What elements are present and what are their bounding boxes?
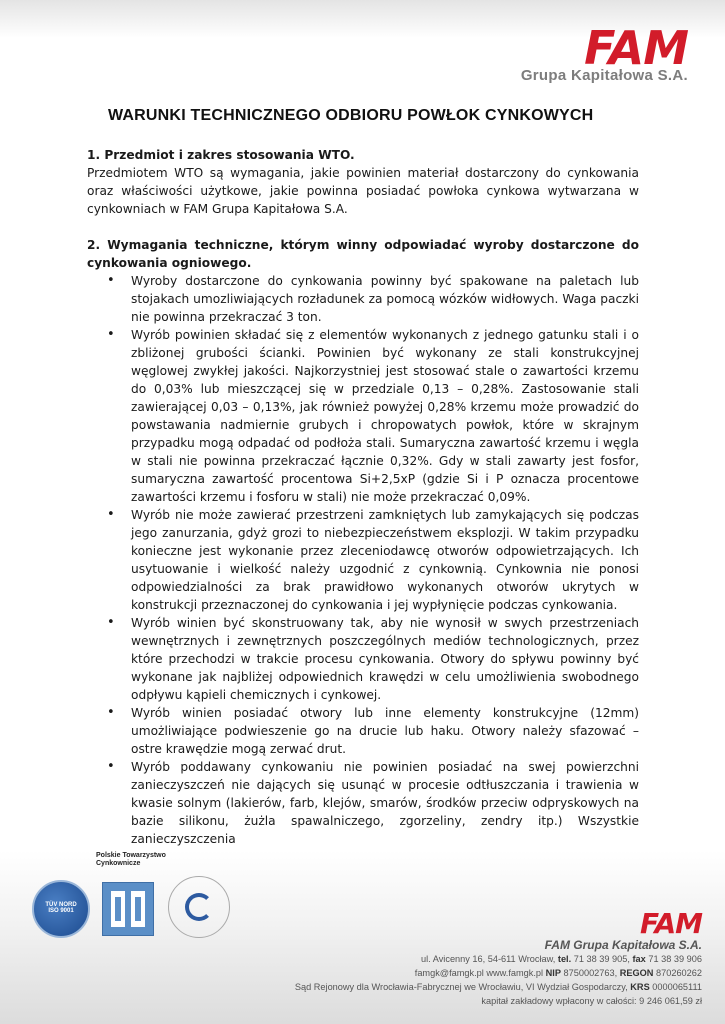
- bullet-icon: •: [107, 327, 115, 342]
- bullet-icon: •: [107, 615, 115, 630]
- footer-nip: 8750002763,: [563, 968, 618, 978]
- footer-court: Sąd Rejonowy dla Wrocławia-Fabrycznej we Wrocławiu, VI Wydział Gospodarczy,: [294, 982, 628, 992]
- list-item-text: Wyrób poddawany cynkowaniu nie powinien posiadać na swej powierzchni zanieczyszczeń nie dających się usunąć w procesie odtłuszczania i trawienia w kwasie solnym (lakierów, farb, klejów, smarów, środków przeciw odpryskowych na bazie silikonu, żużla spawalniczego, zgorzeliny, zendry itp.) Wszystkie zanieczyszczenia: [131, 760, 639, 846]
- footer-tel: 71 38 39 905,: [573, 954, 630, 964]
- footer-tel-label: tel.: [557, 954, 572, 964]
- list-item: [87, 506, 639, 614]
- pik-seal: [168, 876, 230, 938]
- list-item: [87, 326, 639, 506]
- list-item-text: Wyrób nie może zawierać przestrzeni zamkniętych lub zamykających się podczas jego zanurzania, gdyż grozi to niebezpieczeństwem eksplozji. W takim przypadku konieczne jest wykonanie przez zleceniodawcę otworów odpowietrzających. Ich usytuowanie i wielkość należy uzgodnić z cynkownią. Cynkownia nie ponosi odpowiedzialności za brak prawidłowo wykonanych otworów ukrytych w konstrukcji przeznaczonej do cynkowania i jej wypłynięcie podczas cynkowania.: [131, 508, 639, 612]
- bullet-icon: •: [107, 759, 115, 774]
- footer-krs: 0000065111: [652, 982, 702, 992]
- footer-contact-line: [222, 966, 702, 980]
- ptc-label: Polskie Towarzystwo Cynkownicze: [96, 852, 166, 867]
- document-body: [87, 146, 639, 848]
- footer-address: ul. Avicenny 16, 54-611 Wrocław,: [421, 954, 556, 964]
- bullet-icon: •: [107, 705, 115, 720]
- list-item: [87, 272, 639, 326]
- footer-logo-mark: FAM: [639, 907, 702, 940]
- pik-arc-icon: [185, 893, 213, 921]
- bullet-icon: •: [107, 507, 115, 522]
- spacer: [87, 218, 639, 236]
- document-title: WARUNKI TECHNICZNEGO ODBIORU POWŁOK CYNKOWYCH: [108, 107, 594, 124]
- tuv-label: [40, 902, 82, 914]
- list-item-text: Wyroby dostarczone do cynkowania powinny być spakowane na paletach lub stojakach umozliwiających rozładunek za pomocą wózków widłowych. Waga paczki nie powinna przekraczać 3 ton.: [131, 274, 639, 324]
- certification-logos: [32, 848, 232, 940]
- tuv-iso: ISO 9001: [48, 908, 74, 914]
- section2-heading: 2. Wymagania techniczne, którym winny odpowiadać wyroby dostarczone do cynkowania ogniowego.: [87, 238, 639, 270]
- fam-logo-subtitle: Grupa Kapitałowa S.A.: [520, 67, 688, 84]
- footer-krs-label: KRS: [630, 982, 650, 992]
- tuv-name: TÜV NORD: [45, 902, 77, 908]
- footer-fax-label: fax: [632, 954, 646, 964]
- list-item: [87, 614, 639, 704]
- footer-regon-label: REGON: [619, 968, 654, 978]
- section1-text: Przedmiotem WTO są wymagania, jakie powinien materiał dostarczony do cynkowania oraz właściwości użytkowe, jakie powinna posiadać powłoka cynkowa wytwarzana w cynkowniach w FAM Grupa Kapitałowa S.A.: [87, 166, 639, 216]
- section1-heading: 1. Przedmiot i zakres stosowania WTO.: [87, 148, 355, 162]
- footer-capital-line: kapitał zakładowy wpłacony w całości: 9 246 061,59 zł: [481, 996, 702, 1006]
- footer-court-line: [222, 980, 702, 994]
- footer-contact-web[interactable]: famgk@famgk.pl www.famgk.pl: [414, 968, 544, 978]
- ptc-logo: [102, 882, 154, 936]
- requirements-list: [87, 272, 639, 848]
- ptc-bar: [135, 897, 141, 921]
- footer-address-line: [222, 952, 702, 966]
- footer-regon: 870260262: [656, 968, 702, 978]
- footer-nip-label: NIP: [545, 968, 561, 978]
- list-item: [87, 758, 639, 848]
- bullet-icon: •: [107, 273, 115, 288]
- tuv-nord-seal: [32, 880, 90, 938]
- list-item: [87, 704, 639, 758]
- footer: [222, 907, 702, 1008]
- list-item-text: Wyrób winien posiadać otwory lub inne elementy konstrukcyjne (12mm) umożliwiające podwieszenie go na drucie lub haku. Otwory należy sfazować – ostre krawędzie mogą zerwać drut.: [131, 706, 639, 756]
- list-item-text: Wyrób powinien składać się z elementów wykonanych z jednego gatunku stali i o zbliżonej grubości ścianki. Powinien być wykonany ze stali konstrukcyjnej węglowej zwykłej jakości. Najkorzystniej jest stosować stale o zawartości krzemu do 0,03% lub mieszczącej się w przedziale 0,13 – 0,28%. Zastosowanie stali zawierającej 0,03 – 0,13%, jak również powyżej 0,28% krzemu może prowadzić do powstawania nadmiernie grubych i chropowatych powłok, które w skrajnym przypadku mogą odpadać od podłoża stali. Sumaryczna zawartość krzemu i węgla w stali nie powinna przekraczać łącznie 0,32%. Gdy w stali zawarty jest fosfor, sumaryczna zawartość procentowa Si+2,5xP (gdzie Si i P oznacza procentowe zawartości krzemu i fosforu w stali) nie może przekraczać 0,09%.: [131, 328, 639, 504]
- header-logo: [498, 21, 688, 84]
- footer-fax: 71 38 39 906: [648, 954, 702, 964]
- list-item-text: Wyrób winien być skonstruowany tak, aby nie wynosił w swych przestrzeniach wewnętrznych i zewnętrznych poszczególnych mediów technologicznych, przez które przechodzi w trakcie procesu cynkowania. Otwory do spływu powinny być wykonane jak najbliżej odpowiednich krawędzi w celu umożliwienia swobodnego odpływu kąpieli chemicznych i cynkowej.: [131, 616, 639, 702]
- ptc-logo-inner: [111, 891, 145, 927]
- ptc-bar: [115, 897, 121, 921]
- fam-logo-mark: FAM: [584, 21, 688, 75]
- ptc-bar: [125, 891, 131, 927]
- footer-company-name: FAM Grupa Kapitałowa S.A.: [544, 938, 702, 952]
